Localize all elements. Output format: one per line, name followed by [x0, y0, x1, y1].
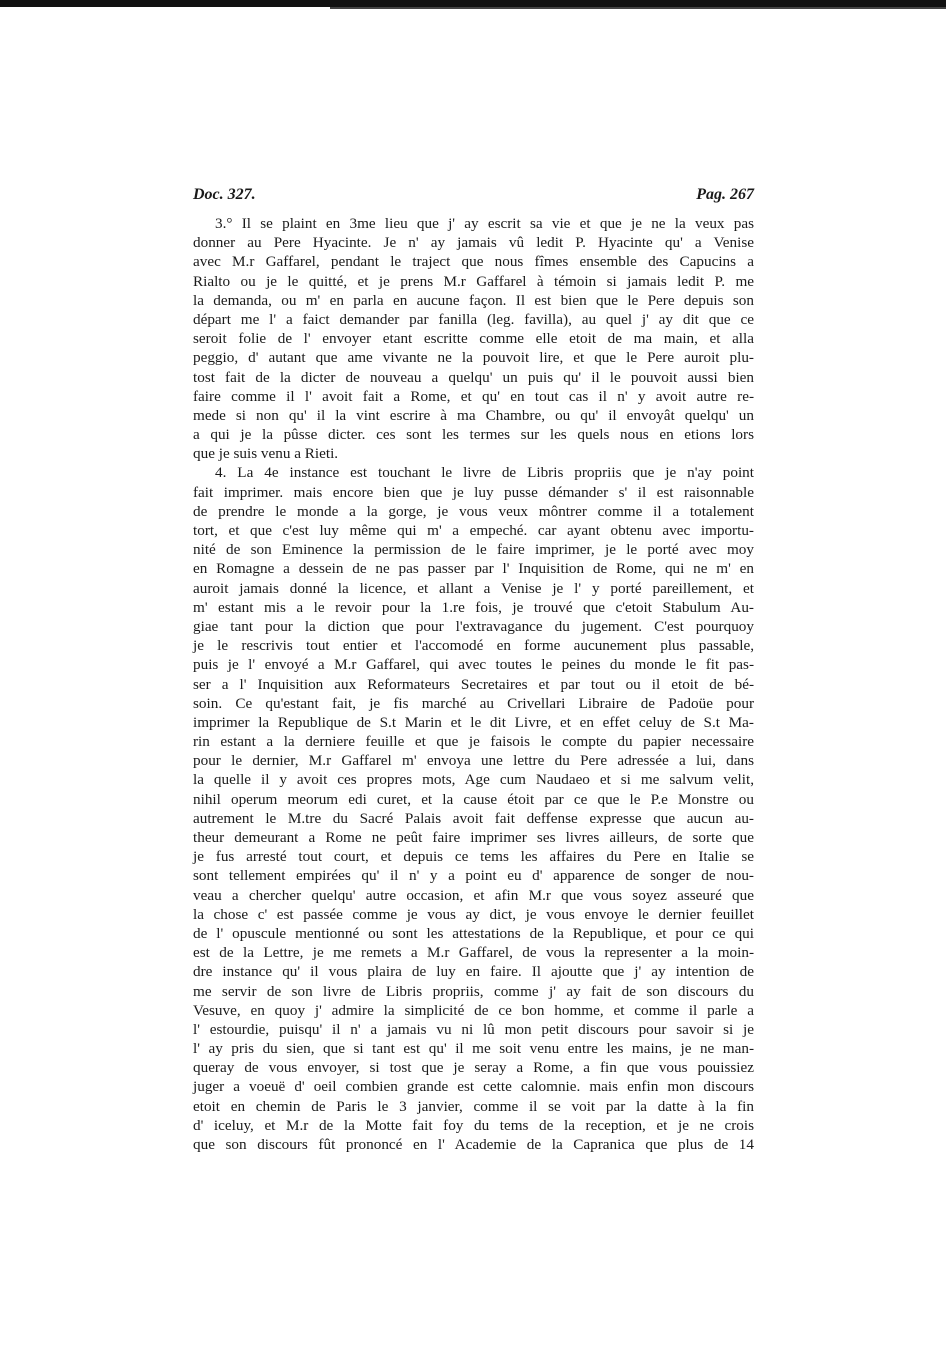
text-line: de prendre le monde a la gorge, je vous veux môntrer comme il a totalement — [193, 502, 754, 520]
text-line: Rialto ou je le quitté, et je prens M.r Gaffarel à témoin si jamais ledit P. me — [193, 272, 754, 290]
text-line: la quelle il y avoit ces propres mots, Age cum Naudaeo et si me salvum velit, — [193, 771, 754, 789]
text-line: nité de son Eminence la permission de le faire imprimer, je le porté avec moy — [193, 541, 754, 559]
text-line: m' estant mis a le revoir pour la 1.re fois, je trouvé que c'etoit Stabulum Au- — [193, 598, 754, 616]
page-number: Pag. 267 — [696, 186, 754, 203]
top-rule-tail — [330, 7, 946, 9]
text-line: imprimer la Republique de S.t Marin et le dit Livre, et en effet celuy de S.t Ma- — [193, 713, 754, 731]
text-line: fait imprimer. mais encore bien que je luy pusse démander s' il est raisonnable — [193, 483, 754, 501]
text-line: de l' opuscule mentionné ou sont les attestations de la Republique, et pour ce qui — [193, 924, 754, 942]
text-line: ser a l' Inquisition aux Reformateurs Secretaires et par tout ou il etoit de bé- — [193, 675, 754, 693]
text-line: donner au Pere Hyacinte. Je n' ay jamais vû ledit P. Hyacinte qu' a Venise — [193, 234, 754, 252]
text-line: puis je l' envoyé a M.r Gaffarel, qui avec toutes le peines du monde le fit pas- — [193, 656, 754, 674]
text-line: dre instance qu' il vous plaira de luy en faire. Il ajoutte que j' ay intention de — [193, 963, 754, 981]
text-line: je fus arresté tout court, et depuis ce tems les affaires du Pere en Italie se — [193, 848, 754, 866]
text-line: queray de vous envoyer, si tost que je seray a Rome, a fin que vous pouissiez — [193, 1059, 754, 1077]
text-line: 3.° Il se plaint en 3me lieu que j' ay escrit sa vie et que je ne la veux pas — [215, 215, 754, 232]
page-header — [193, 186, 754, 210]
text-line: mede si non qu' il la vint escrire à ma Chambre, ou qu' il envoyât quelqu' un — [193, 406, 754, 424]
text-line: me servir de son livre de Libris propriis, comme j' ay fait de son discours du — [193, 982, 754, 1000]
text-line: en Romagne a dessein de ne pas passer par l' Inquisition de Rome, qui ne m' en — [193, 560, 754, 578]
text-line: tort, et que c'est luy même qui m' a empeché. car ayant obtenu avec importu- — [193, 522, 754, 539]
text-line: veau a chercher quelqu' autre occasion, et afin M.r que vous soyez asseuré que — [193, 886, 754, 904]
text-line: 4. La 4e instance est touchant le livre de Libris propriis que je n'ay point — [215, 464, 754, 482]
text-line: d' iceluy, et M.r de la Motte fait foy du tems de la reception, et je ne crois — [193, 1116, 754, 1134]
top-rule — [0, 0, 946, 7]
text-line: giae tant pour la diction que pour l'extravagance du jugement. C'est pourquoy — [193, 617, 754, 635]
text-line: soin. Ce qu'estant fait, je fis marché au Crivellari Libraire de Padoüe pour — [193, 694, 754, 712]
text-line: rin estant a la derniere feuille et que je faisois le compte du papier necessaire — [193, 733, 754, 751]
text-line: la demanda, ou m' en parla en aucune façon. Il est bien que le Pere depuis son — [193, 291, 754, 309]
body-text — [193, 214, 754, 1154]
text-line: que son discours fût prononcé en l' Academie de la Capranica que plus de 14 — [193, 1136, 754, 1153]
text-line: avec M.r Gaffarel, pendant le traject que nous fîmes ensemble des Capucins a — [193, 253, 754, 271]
text-line: etoit en chemin de Paris le 3 janvier, comme il se voit par la datte à la fin — [193, 1097, 754, 1115]
text-line: a qui je la pûsse dicter. ces sont les termes sur les quels nous en etions lors — [193, 426, 754, 444]
text-line: juger a voeuë d' oeil combien grande est cette calomnie. mais enfin mon discours — [193, 1078, 754, 1096]
document-number: Doc. 327. — [193, 186, 256, 203]
text-line: la chose c' est passée comme je vous ay dict, je vous envoye le dernier feuillet — [193, 905, 754, 923]
text-line: tost fait de la dicter de nouveau a quelqu' un puis qu' il le pouvoit aussi bien — [193, 368, 754, 386]
text-line: l' estourdie, puisqu' il n' a jamais vu ni lû mon petit discours pour savoir si je — [193, 1020, 754, 1038]
text-line: autrement le M.tre du Sacré Palais avoit fait deffense expresse que aucun au- — [193, 809, 754, 827]
text-line: Vesuve, en quoy j' admire la simplicité de ce bon homme, et comme il parle a — [193, 1001, 754, 1019]
text-line: que je suis venu a Rieti. — [193, 445, 339, 463]
text-line: est de la Lettre, je me remets a M.r Gaffarel, de vous la representer a la moin- — [193, 944, 754, 962]
text-line: seroit folie de l' envoyer etant escritte comme elle etoit de ma main, et alla — [193, 330, 754, 348]
text-line: départ me l' a faict demander par fanilla (leg. favilla), au quel j' ay dit que ce — [193, 310, 754, 328]
text-line: je le rescrivis tout entier et l'accomodé en forme aucunement plus passable, — [193, 637, 754, 655]
text-line: pour le dernier, M.r Gaffarel m' envoya une lettre du Pere adressée a lui, dans — [193, 752, 754, 770]
text-line: peggio, d' autant que ame vivante ne la pouvoit lire, et que le Pere auroit plu- — [193, 349, 754, 367]
text-line: l' ay pris du sien, que si tant est qu' il me soit venu entre les mains, je ne man- — [193, 1040, 754, 1058]
text-line: sont tellement empirées qu' il n' y a point eu d' apparence de songer de nou- — [193, 867, 754, 885]
text-line: auroit jamais donné la licence, et allant a Venise je l' y porté pareillement, et — [193, 579, 754, 597]
text-line: theur demeurant a Rome ne peût faire imprimer ses livres ailleurs, de sorte que — [193, 829, 754, 846]
text-line: faire comme il l' avoit fait a Rome, et qu' en tout cas il n' y avoit autre re- — [193, 387, 754, 405]
text-line: nihil operum meorum edi curet, et la cause étoit par ce que le P.e Monstre ou — [193, 790, 754, 808]
